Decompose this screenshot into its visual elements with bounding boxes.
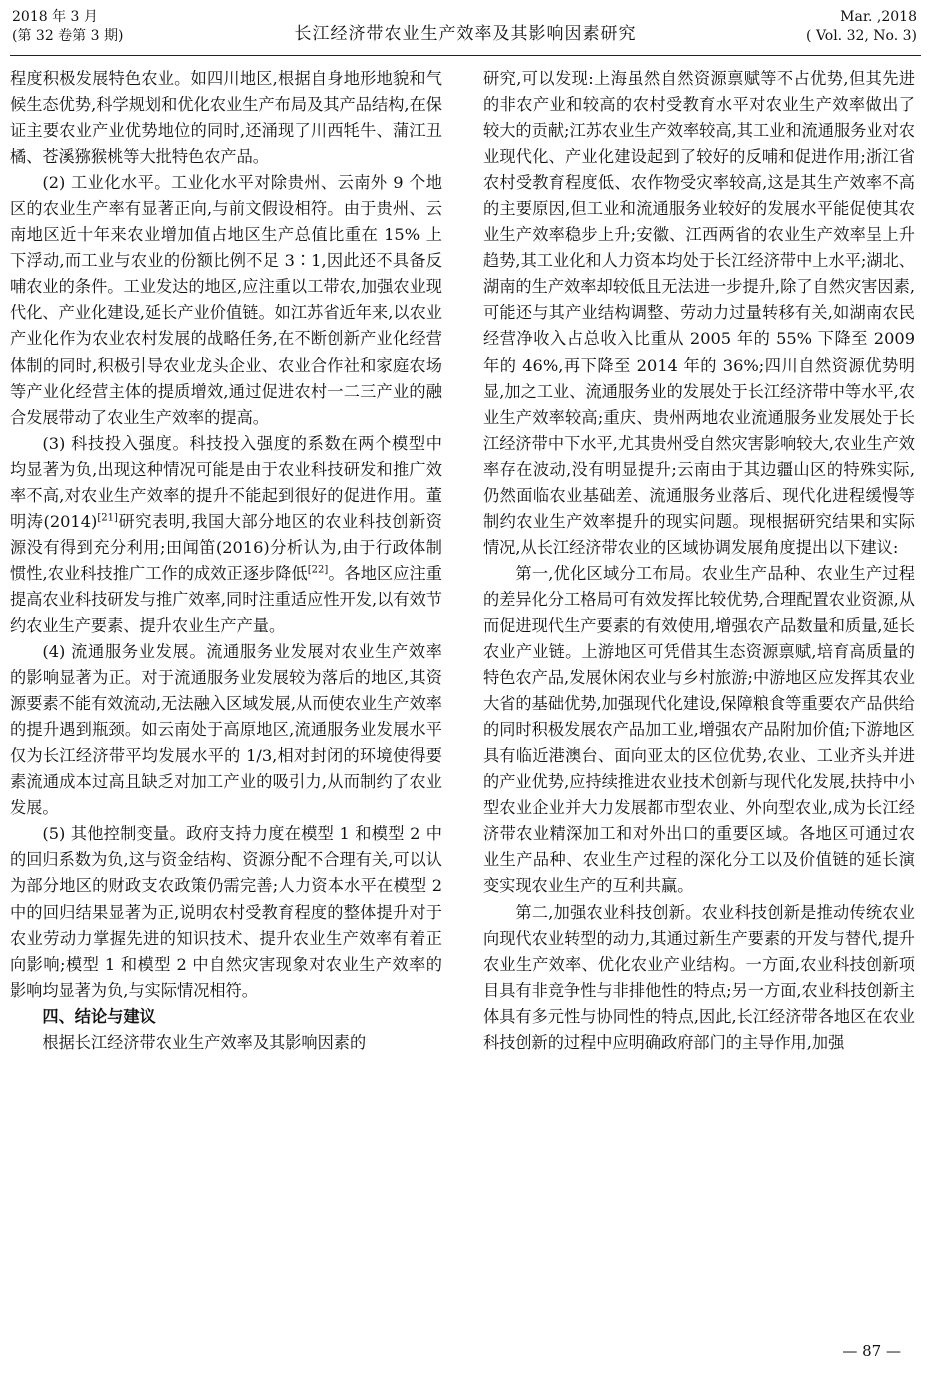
paragraph: (4) 流通服务业发展。流通服务业发展对农业生产效率的影响显著为正。对于流通服务业发展较为落后的地区,其资源要素不能有效流动,无法融入区域发展,从而使农业生产效率的提升遇到瓶颈。如云南处于高原地区,流通服务业发展水平仅为长江经济带平均发展水平的 1/3,相对封闭的环境使得要素流通成本过高且缺乏对加工产业的吸引力,从而制约了农业发展。 [10, 642, 442, 818]
paragraph: (2) 工业化水平。工业化水平对除贵州、云南外 9 个地区的农业生产率有显著正向,与前文假设相符。由于贵州、云南地区近十年来农业增加值占地区生产总值比重在 15% 上下浮动,而工业与农业的份额比例不足 3∶1,因此还不具备反哺农业的条件。工业发达的地区,应注重以工带农,加强农业现代化、产业化建设,延长产业价值链。如江苏省近年来,以农业产业化作为农业农村发展的战略任务,在不断创新产业化经营体制的同时,积极引导农业龙头企业、农业合作社和家庭农场等产业化经营主体的提质增效,通过促进农村一二三产业的融合发展带动了农业生产效率的提高。 [10, 173, 442, 427]
running-header [0, 0, 931, 56]
header-date: 2018 年 3 月 [12, 9, 98, 25]
header-right [806, 8, 917, 46]
paragraph-text: 研究表明,我国大部分地区的农业科技创新资源没有得到充分利用;田闻笛(2016)分析认为,由于行政体制惯性,农业科技推广工作的成效正逐步降低 [10, 511, 442, 583]
paragraph-text: (3) 科技投入强度。科技投入强度的系数在两个模型中均显著为负,出现这种情况可能是由于农业科技研发和推广效率不高,对农业生产效率的提升不能起到很好的促进作用。董明涛(2014) [10, 433, 442, 531]
citation: [22] [307, 564, 329, 576]
header-volume-en: ( Vol. 32, No. 3) [806, 28, 917, 44]
paragraph: 第二,加强农业科技创新。农业科技创新是推动传统农业向现代农业转型的动力,其通过新生产要素的开发与替代,提升农业生产效率、优化农业产业结构。一方面,农业科技创新项目具有非竞争性与非排他性的特点;另一方面,农业科技创新主体具有多元性与协同性的特点,因此,长江经济带各地区在农业科技创新的过程中应明确政府部门的主导作用,加强 [483, 902, 915, 1052]
citation: [21] [97, 512, 118, 524]
left-column [10, 66, 442, 1056]
journal-article-title: 长江经济带农业生产效率及其影响因素研究 [294, 24, 637, 44]
section-heading: 四、结论与建议 [42, 1006, 156, 1026]
paragraph-text: 。各地区应注重提高农业科技研发与推广效率,同时注重适应性开发,以有效节约农业生产要素、提升农业生产产量。 [10, 563, 442, 635]
header-rule [10, 55, 921, 56]
paragraph [10, 431, 442, 639]
paragraph: 第一,优化区域分工布局。农业生产品种、农业生产过程的差异化分工格局可有效发挥比较优势,合理配置农业资源,从而促进现代生产要素的有效使用,增强农产品数量和质量,延长农业产业链。上游地区可凭借其生态资源禀赋,培育高质量的特色农产品,发展休闲农业与乡村旅游;中游地区应发挥其农业大省的基础优势,加强现代化建设,保障粮食等重要农产品供给的同时积极发展农产品加工业,增强农产品附加价值;下游地区具有临近港澳台、面向亚太的区位优势,农业、工业齐头并进的产业优势,应持续推进农业技术创新与现代化发展,扶持中小型农业企业并大力发展都市型农业、外向型农业,成为长江经济带农业精深加工和对外出口的重要区域。各地区可通过农业生产品种、农业生产过程的深化分工以及价值链的延长演变实现农业生产的互利共赢。 [483, 563, 915, 896]
paragraph: 根据长江经济带农业生产效率及其影响因素的 [42, 1032, 367, 1052]
right-column [483, 66, 915, 1056]
paragraph: 研究,可以发现:上海虽然自然资源禀赋等不占优势,但其先进的非农产业和较高的农村受教育水平对农业生产效率做出了较大的贡献;江苏农业生产效率较高,其工业和流通服务业对农业现代化、产业化建设起到了较好的反哺和促进作用;浙江省农村受教育程度低、农作物受灾率较高,这是其生产效率不高的主要原因,但工业和流通服务业较好的发展水平能促使其农业生产效率稳步上升;安徽、江西两省的农业生产效率呈上升趋势,其工业化和人力资本均处于长江经济带中上水平;湖北、湖南的生产效率却较低且无法进一步提升,除了自然灾害因素,可能还与其产业结构调整、劳动力过量转移有关,如湖南农民经营净收入占总收入比重从 2005 年的 55% 下降至 2009 年的 46%,再下降至 2014 年的 36%;四川自然资源优势明显,加之工业、流通服务业的发展处于长江经济带中等水平,农业生产效率较高;重庆、贵州两地农业流通服务业发展处于长江经济带中下水平,尤其贵州受自然灾害影响较大,农业生产效率存在波动,没有明显提升;云南由于其边疆山区的特殊实际,仍然面临农业基础差、流通服务业落后、现代化进程缓慢等制约农业生产效率提升的现实问题。现根据研究结果和实际情况,从长江经济带农业的区域协调发展角度提出以下建议: [483, 69, 915, 557]
paragraph: (5) 其他控制变量。政府支持力度在模型 1 和模型 2 中的回归系数为负,这与资金结构、资源分配不合理有关,可以认为部分地区的财政支农政策仍需完善;人力资本水平在模型 2 中的回归结果显著为正,说明农村受教育程度的整体提升对于农业劳动力掌握先进的知识技术、提升农业生产效率有着正向影响;模型 1 和模型 2 中自然灾害现象对农业生产效率的影响均显著为负,与实际情况相符。 [10, 824, 442, 1000]
paragraph: 程度积极发展特色农业。如四川地区,根据自身地形地貌和气候生态优势,科学规划和优化农业生产布局及其产品结构,在保证主要农业产业优势地位的同时,还涌现了川西牦牛、蒲江丑橘、苍溪猕猴桃等大批特色农产品。 [10, 69, 442, 167]
header-volume: (第 32 卷第 3 期) [12, 28, 124, 44]
header-date-en: Mar. ,2018 [840, 9, 917, 25]
page-number: — 87 — [842, 1342, 901, 1360]
